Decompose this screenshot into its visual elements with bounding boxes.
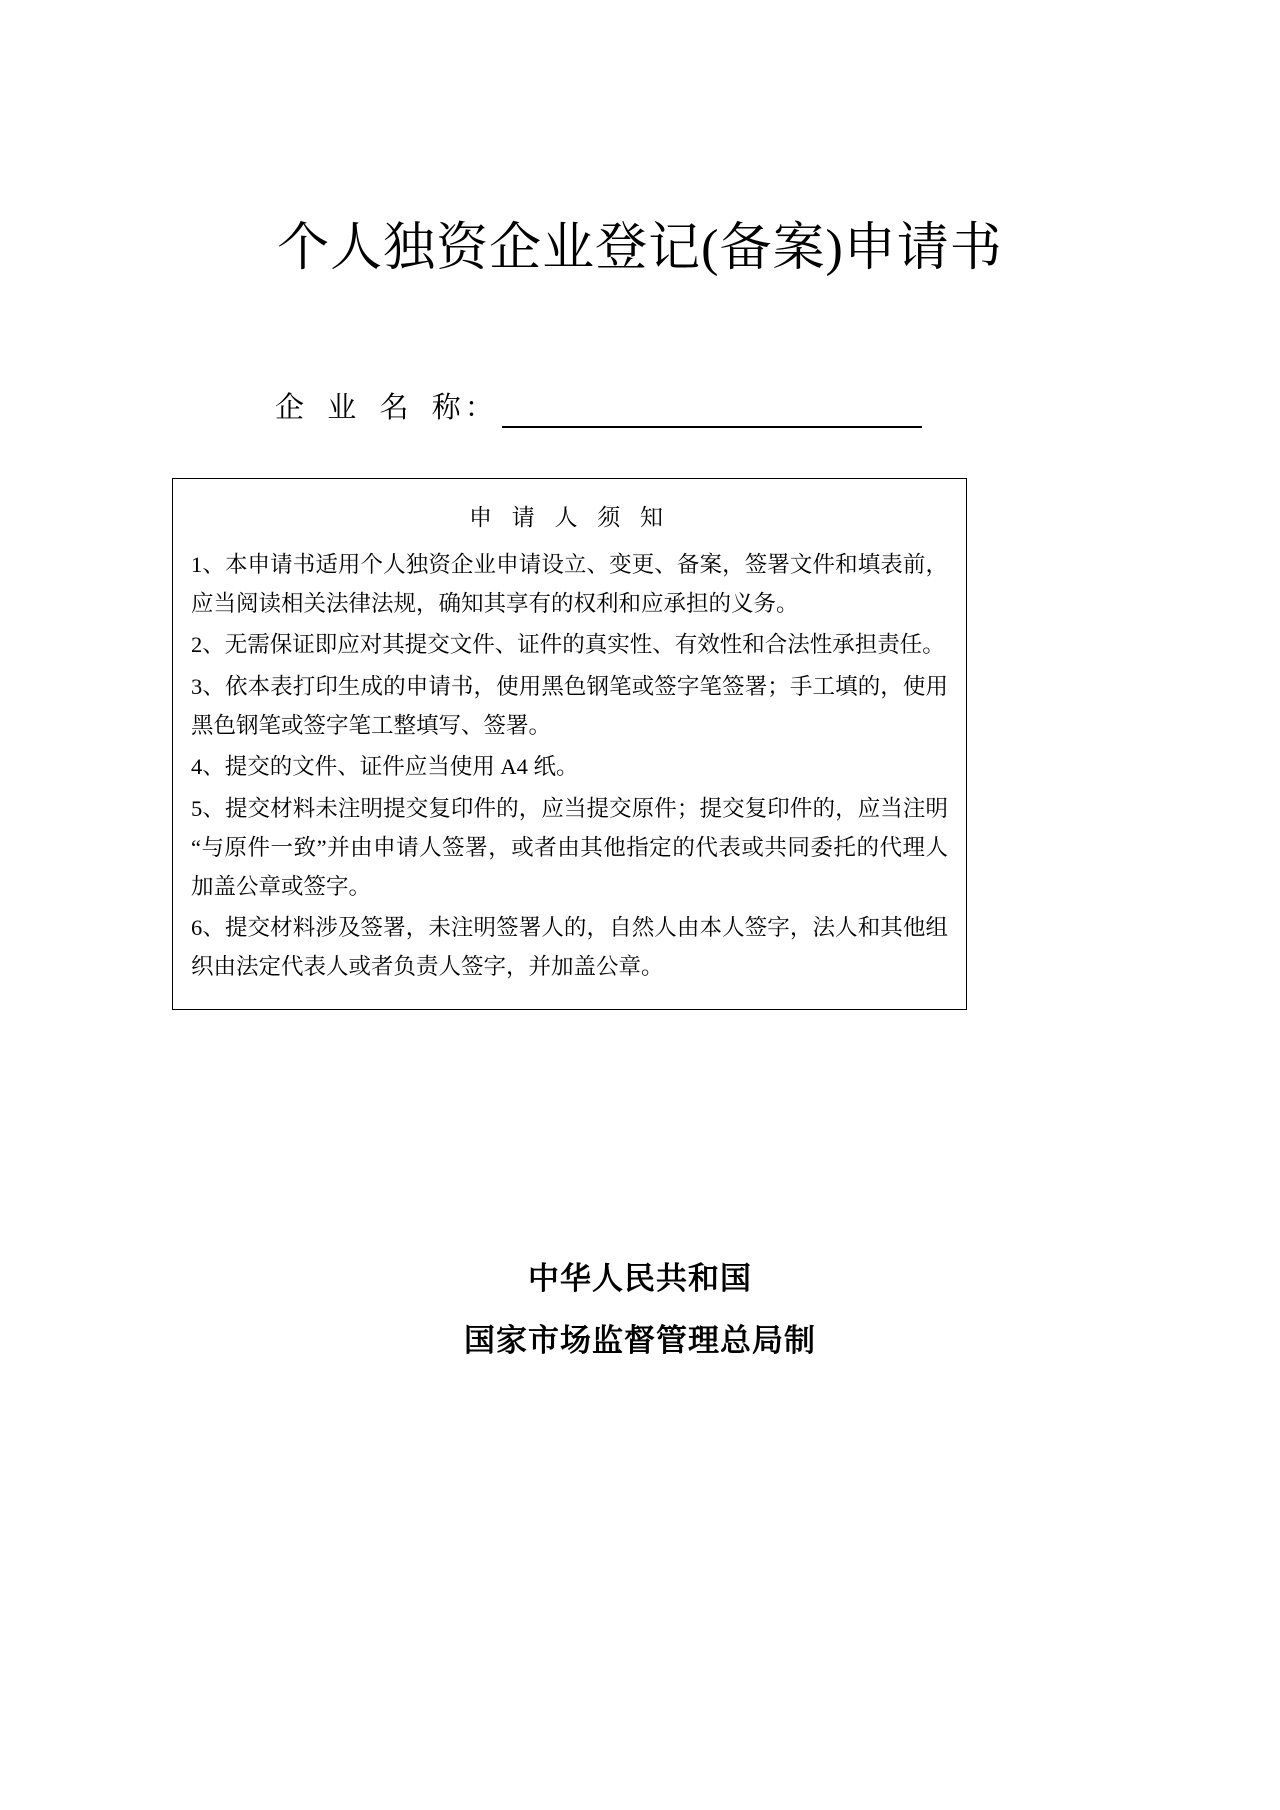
enterprise-name-input[interactable] bbox=[502, 396, 922, 428]
applicant-notice-box bbox=[172, 478, 967, 1010]
footer-authority: 国家市场监督管理总局制 bbox=[464, 1323, 816, 1359]
document-footer bbox=[0, 1255, 1280, 1365]
notice-item: 4、提交的文件、证件应当使用 A4 纸。 bbox=[191, 754, 579, 780]
notice-item: 2、无需保证即应对其提交文件、证件的真实性、有效性和合法性承担责任。 bbox=[191, 632, 945, 658]
page-title: 个人独资企业登记(备案)申请书 bbox=[277, 220, 1003, 277]
enterprise-name-label: 企 业 名 称 bbox=[275, 392, 469, 424]
enterprise-name-row bbox=[275, 385, 1055, 428]
enterprise-name-colon: ： bbox=[464, 392, 494, 424]
footer-country: 中华人民共和国 bbox=[528, 1261, 752, 1296]
notice-item: 6、提交材料涉及签署，未注明签署人的，自然人由本人签字，法人和其他组织由法定代表人或者负责人签字，并加盖公章。 bbox=[191, 915, 948, 979]
notice-item: 5、提交材料未注明提交复印件的，应当提交原件；提交复印件的，应当注明“与原件一致”并由申请人签署，或者由其他指定的代表或共同委托的代理人加盖公章或签字。 bbox=[191, 796, 948, 899]
notice-item: 3、依本表打印生成的申请书，使用黑色钢笔或签字笔签署；手工填的，使用黑色钢笔或签字笔工整填写、签署。 bbox=[191, 674, 948, 738]
notice-item: 1、本申请书适用个人独资企业申请设立、变更、备案，签署文件和填表前，应当阅读相关法律法规，确知其享有的权利和应承担的义务。 bbox=[191, 552, 948, 616]
applicant-notice-heading: 申 请 人 须 知 bbox=[469, 505, 670, 530]
